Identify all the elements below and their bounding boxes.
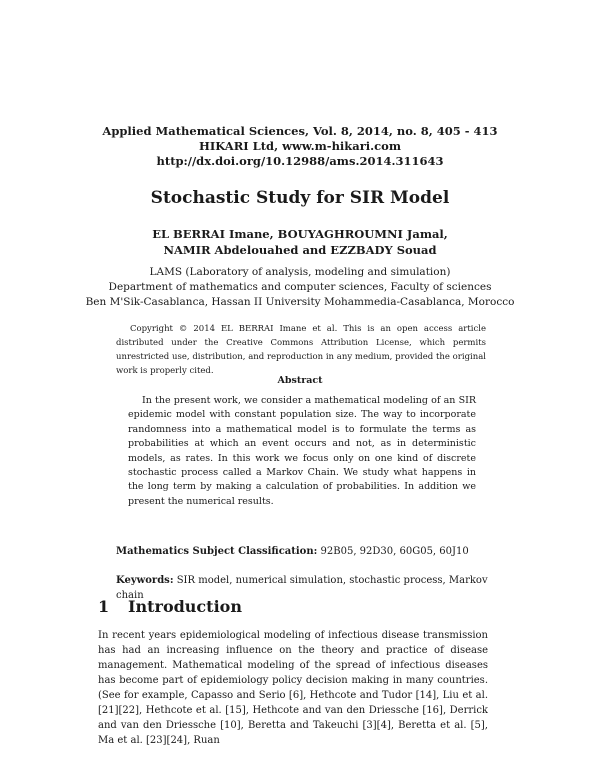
journal-header — [0, 124, 600, 169]
journal-citation: Applied Mathematical Sciences, Vol. 8, 2014, no. 8, 405 - 413 — [102, 124, 498, 138]
affiliation — [0, 265, 600, 310]
publisher-line: HIKARI Ltd, www.m-hikari.com — [199, 139, 401, 153]
section-heading — [98, 597, 242, 616]
section-title-text: Introduction — [128, 597, 242, 616]
authors-line-1: EL BERRAI Imane, BOUYAGHROUMNI Jamal, — [152, 227, 448, 241]
abstract-heading: Abstract — [277, 375, 323, 386]
copyright-notice: Copyright © 2014 EL BERRAI Imane et al. This is an open access article distributed under the Creative Commons Attribution License, which permits unrestricted use, distribution, and reproduction in any medium, provided the original work is properly cited. — [116, 324, 486, 376]
section-number: 1 — [98, 597, 110, 616]
keywords-label: Keywords: — [116, 575, 174, 586]
msc-label: Mathematics Subject Classification: — [116, 546, 318, 557]
paper-title: Stochastic Study for SIR Model — [150, 188, 450, 208]
authors-line-2: NAMIR Abdelouahed and EZZBADY Souad — [163, 243, 437, 257]
classification-block — [116, 544, 488, 603]
abstract-body: In the present work, we consider a mathematical modeling of an SIR epidemic model with constant population size. The way to incorporate randomness into a mathematical model is to formulate the terms as probabilities at which an event occurs and not, as in deterministic models, as rates. In this work we focus only on one kind of discrete stochastic process called a Markov Chain. We study what happens in the long term by making a calculation of probabilities. In addition we present the numerical results. — [128, 395, 476, 507]
author-list — [0, 226, 600, 258]
msc-value: 92B05, 92D30, 60G05, 60J10 — [320, 546, 469, 557]
affiliation-line-3: Ben M'Sik-Casablanca, Hassan II University Mohammedia-Casablanca, Morocco — [85, 296, 515, 308]
affiliation-line-1: LAMS (Laboratory of analysis, modeling and simulation) — [149, 266, 451, 278]
affiliation-line-2: Department of mathematics and computer sciences, Faculty of sciences — [108, 281, 492, 293]
keywords-value: SIR model, numerical simulation, stochastic process, Markov chain — [116, 575, 488, 601]
doi-line: http://dx.doi.org/10.12988/ams.2014.311643 — [156, 154, 444, 168]
introduction-paragraph: In recent years epidemiological modeling of infectious disease transmission has had an increasing influence on the theory and practice of disease management. Mathematical modeling of the spread of infectious diseases has become part of epidemiology policy decision making in many countries. (See for example, Capasso and Serio [6], Hethcote and Tudor [14], Liu et al. [21][22], Hethcote et al. [15], Hethcote and van den Driessche [16], Derrick and van den Driessche [10], Beretta and Takeuchi [3][4], Beretta et al. [5], Ma et al. [23][24], Ruan — [98, 630, 488, 746]
msc-line — [116, 544, 488, 559]
